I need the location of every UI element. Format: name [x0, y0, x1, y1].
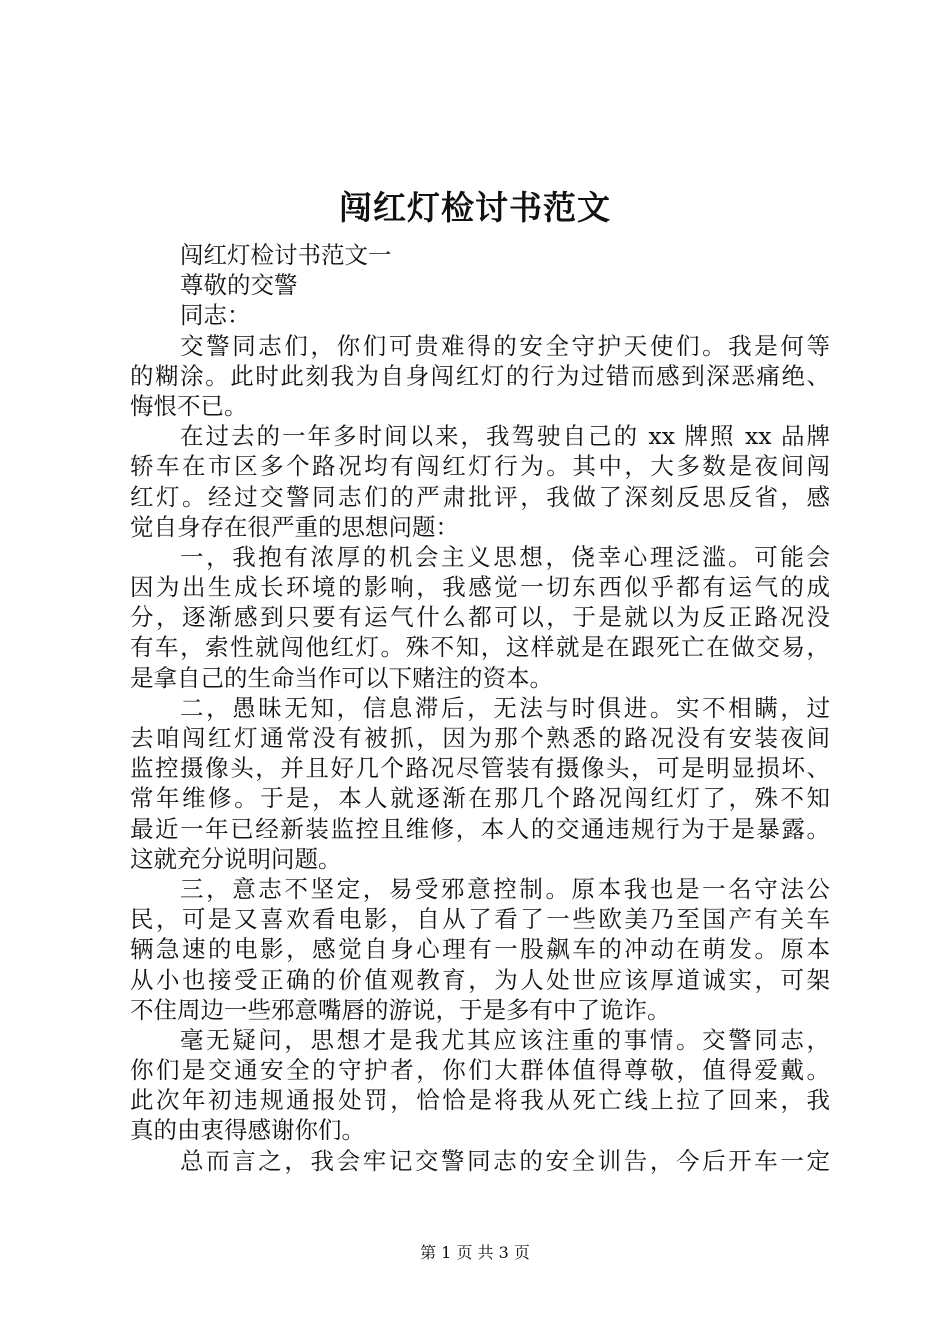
text-line: 此次年初违规通报处罚，恰恰是将我从死亡线上拉了回来，我	[130, 1086, 830, 1115]
text-line: 同志：	[180, 301, 251, 330]
text-line: 这就充分说明问题。	[130, 844, 342, 873]
text-line: 从小也接受正确的价值观教育，为人处世应该厚道诚实，可架	[130, 965, 830, 994]
text-line: 二，愚昧无知，信息滞后，无法与时俱进。实不相瞒，过	[180, 693, 830, 722]
text-line: 红灯。经过交警同志们的严肃批评，我做了深刻反思反省，感	[130, 482, 830, 511]
text-line: 交警同志们，你们可贵难得的安全守护天使们。我是何等	[180, 331, 830, 360]
text-line: 辆急速的电影，感觉自身心理有一股飙车的冲动在萌发。原本	[130, 935, 830, 964]
text-line: 在过去的一年多时间以来，我驾驶自己的 xx 牌照 xx 品牌	[180, 422, 830, 451]
text-line: 常年维修。于是，本人就逐渐在那几个路况闯红灯了，殊不知	[130, 784, 830, 813]
text-line: 真的由衷得感谢你们。	[130, 1116, 365, 1145]
text-line: 轿车在市区多个路况均有闯红灯行为。其中，大多数是夜间闯	[130, 452, 830, 481]
text-line: 一，我抱有浓厚的机会主义思想，侥幸心理泛滥。可能会	[180, 542, 830, 571]
text-line: 分，逐渐感到只要有运气什么都可以，于是就以为反正路况没	[130, 603, 830, 632]
text-line: 毫无疑问，思想才是我尤其应该注重的事情。交警同志，	[180, 1025, 830, 1054]
text-line: 闯红灯检讨书范文一	[180, 241, 392, 269]
text-line: 因为出生成长环境的影响，我感觉一切东西似乎都有运气的成	[130, 573, 830, 602]
text-line: 悔恨不已。	[130, 391, 248, 420]
text-line: 去咱闯红灯通常没有被抓，因为那个熟悉的路况没有安装夜间	[130, 724, 830, 752]
page-footer: 第 1 页 共 3 页	[420, 1243, 530, 1262]
text-line: 不住周边一些邪意嘴唇的游说，于是多有中了诡诈。	[130, 995, 671, 1024]
text-line: 有车，索性就闯他红灯。殊不知，这样就是在跟死亡在做交易，	[130, 633, 830, 662]
text-line: 是拿自己的生命当作可以下赌注的资本。	[130, 663, 553, 692]
text-line: 民，可是又喜欢看电影，自从了看了一些欧美乃至国产有关车	[130, 905, 830, 934]
text-line: 总而言之，我会牢记交警同志的安全训告，今后开车一定	[180, 1146, 830, 1175]
text-line: 你们是交通安全的守护者，你们大群体值得尊敬，值得爱戴。	[130, 1056, 830, 1085]
document-title: 闯红灯检讨书范文	[339, 188, 611, 227]
text-line: 的糊涂。此时此刻我为自身闯红灯的行为过错而感到深恶痛绝、	[130, 361, 830, 390]
text-line: 尊敬的交警	[180, 271, 298, 300]
text-line: 监控摄像头，并且好几个路况尽管装有摄像头，可是明显损坏、	[130, 754, 830, 783]
text-line: 觉自身存在很严重的思想问题：	[130, 512, 459, 541]
text-line: 最近一年已经新装监控且维修，本人的交通违规行为于是暴露。	[130, 814, 830, 843]
text-line: 三，意志不坚定，易受邪意控制。原本我也是一名守法公	[180, 874, 830, 903]
document-body	[130, 240, 830, 1176]
